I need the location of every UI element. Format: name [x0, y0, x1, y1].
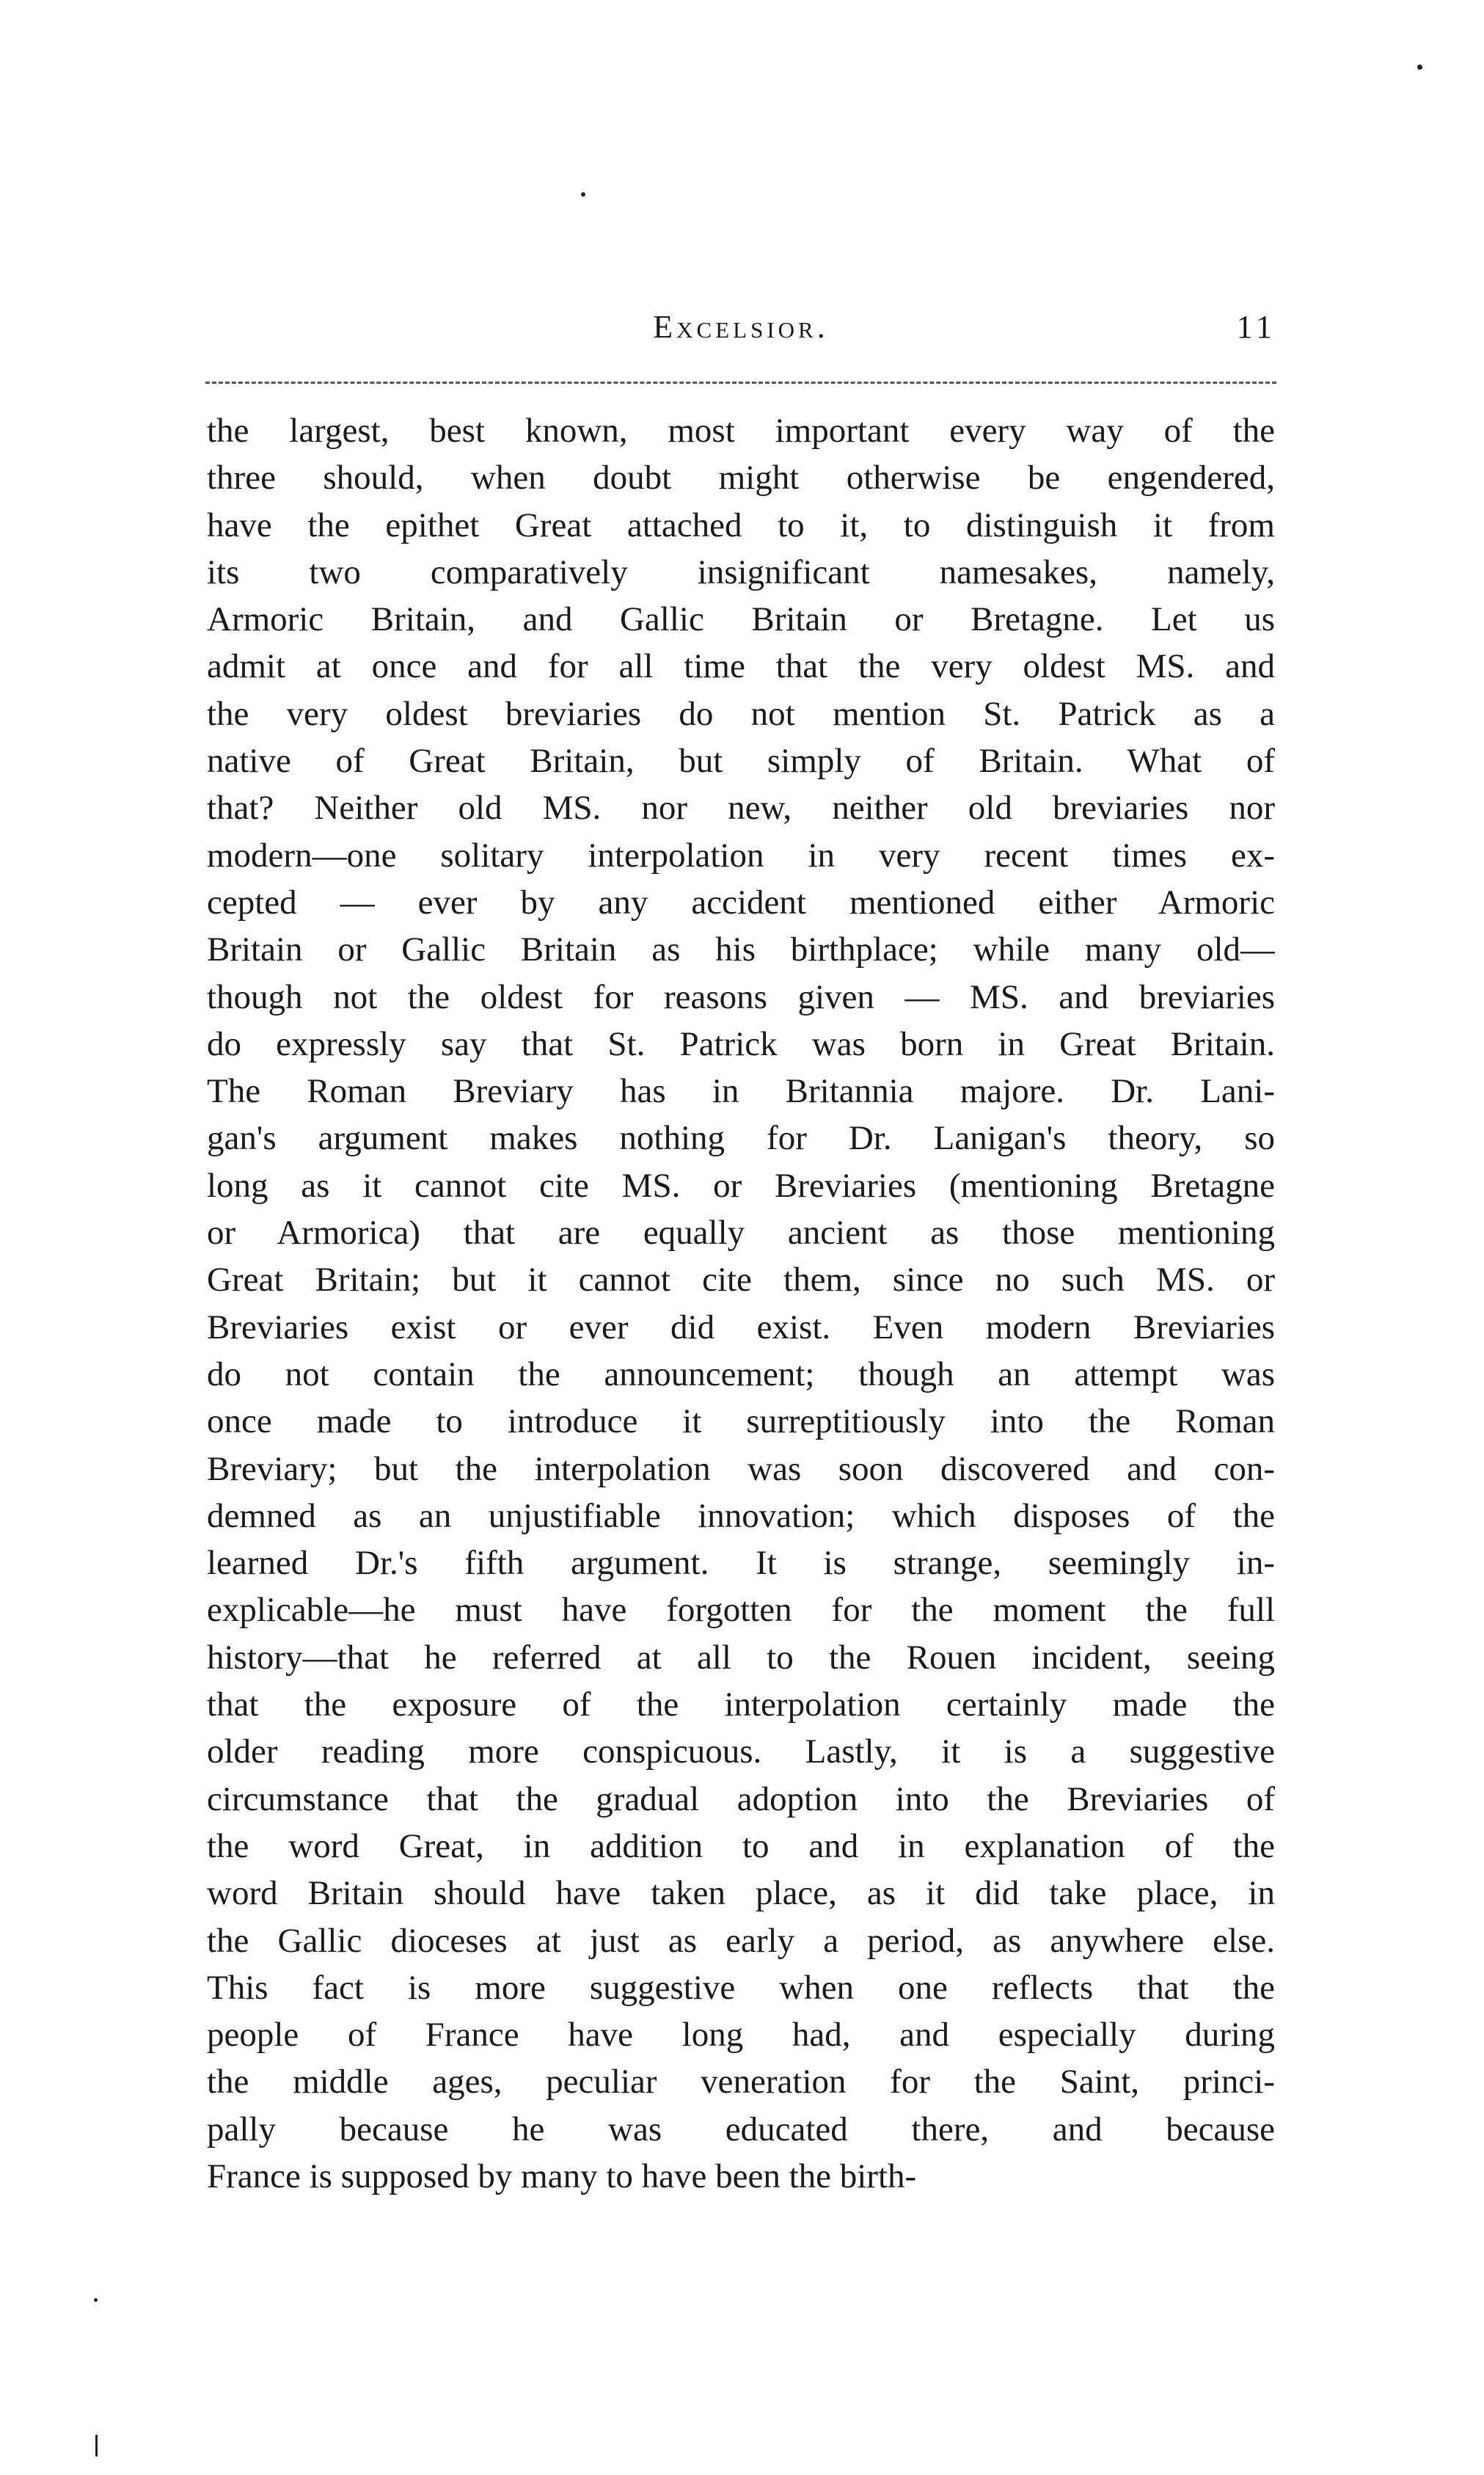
- text-line: once made to introduce it surreptitiously into the Roman: [207, 1402, 1275, 1441]
- body-text: [207, 407, 1275, 2200]
- text-line: the largest, best known, most important every way of the: [207, 412, 1275, 450]
- text-line: learned Dr.'s fifth argument. It is strange, seemingly in-: [207, 1544, 1275, 1583]
- text-line: Britain or Gallic Britain as his birthplace; while many old—: [207, 930, 1275, 969]
- page-number: 11: [1236, 309, 1276, 345]
- text-line: the middle ages, peculiar veneration for the Saint, princi-: [207, 2063, 1275, 2102]
- text-line: the very oldest breviaries do not mention St. Patrick as a: [207, 694, 1275, 733]
- text-line: Great Britain; but it cannot cite them, since no such MS. or: [207, 1261, 1275, 1300]
- header-rule: [205, 382, 1276, 384]
- text-line: people of France have long had, and especially during: [207, 2016, 1275, 2055]
- text-line: or Armorica) that are equally ancient as those mentioning: [207, 1214, 1275, 1253]
- running-head: Excelsior.: [653, 309, 829, 345]
- text-line: do expressly say that St. Patrick was born in Great Britain.: [207, 1024, 1275, 1063]
- scan-speck: [95, 2435, 98, 2457]
- text-line: its two comparatively insignificant namesakes, namely,: [207, 553, 1275, 591]
- text-line: explicable—he must have forgotten for the moment the full: [207, 1591, 1275, 1630]
- text-line: France is supposed by many to have been the birth-: [207, 2157, 917, 2195]
- scan-speck: [94, 2298, 98, 2302]
- text-line: Armoric Britain, and Gallic Britain or Bretagne. Let us: [207, 600, 1275, 639]
- text-line: demned as an unjustifiable innovation; which disposes of the: [207, 1496, 1275, 1535]
- text-line: word Britain should have taken place, as it did take place, in: [207, 1874, 1275, 1913]
- page-header: [205, 308, 1276, 367]
- scan-speck: [1417, 65, 1422, 70]
- text-line: do not contain the announcement; though an attempt was: [207, 1355, 1275, 1393]
- text-line: circumstance that the gradual adoption into the Breviaries of: [207, 1779, 1275, 1818]
- text-line: native of Great Britain, but simply of Britain. What of: [207, 742, 1275, 781]
- text-line: The Roman Breviary has in Britannia majore. Dr. Lani-: [207, 1072, 1275, 1111]
- text-line: gan's argument makes nothing for Dr. Lanigan's theory, so: [207, 1119, 1275, 1158]
- text-line: have the epithet Great attached to it, to distinguish it from: [207, 506, 1275, 544]
- text-line: pally because he was educated there, and because: [207, 2110, 1275, 2148]
- text-line: Breviaries exist or ever did exist. Even modern Breviaries: [207, 1308, 1275, 1346]
- text-line: This fact is more suggestive when one reflects that the: [207, 1968, 1275, 2007]
- text-line: three should, when doubt might otherwise be engendered,: [207, 459, 1275, 497]
- text-line: that the exposure of the interpolation certainly made the: [207, 1685, 1275, 1724]
- scan-speck: [581, 192, 585, 197]
- text-line: though not the oldest for reasons given — MS. and breviaries: [207, 977, 1275, 1016]
- text-line: long as it cannot cite MS. or Breviaries (mentioning Bretagne: [207, 1166, 1275, 1205]
- text-line: older reading more conspicuous. Lastly, it is a suggestive: [207, 1732, 1275, 1771]
- text-line: Breviary; but the interpolation was soon discovered and con-: [207, 1449, 1275, 1488]
- text-line: history—that he referred at all to the Rouen incident, seeing: [207, 1638, 1275, 1677]
- text-line: the word Great, in addition to and in explanation of the: [207, 1826, 1275, 1865]
- text-line: admit at once and for all time that the very oldest MS. and: [207, 647, 1275, 686]
- text-line: the Gallic dioceses at just as early a period, as anywhere else.: [207, 1921, 1275, 1960]
- text-line: modern—one solitary interpolation in very recent times ex-: [207, 836, 1275, 875]
- text-line: that? Neither old MS. nor new, neither old breviaries nor: [207, 789, 1275, 828]
- text-line: cepted — ever by any accident mentioned either Armoric: [207, 883, 1275, 922]
